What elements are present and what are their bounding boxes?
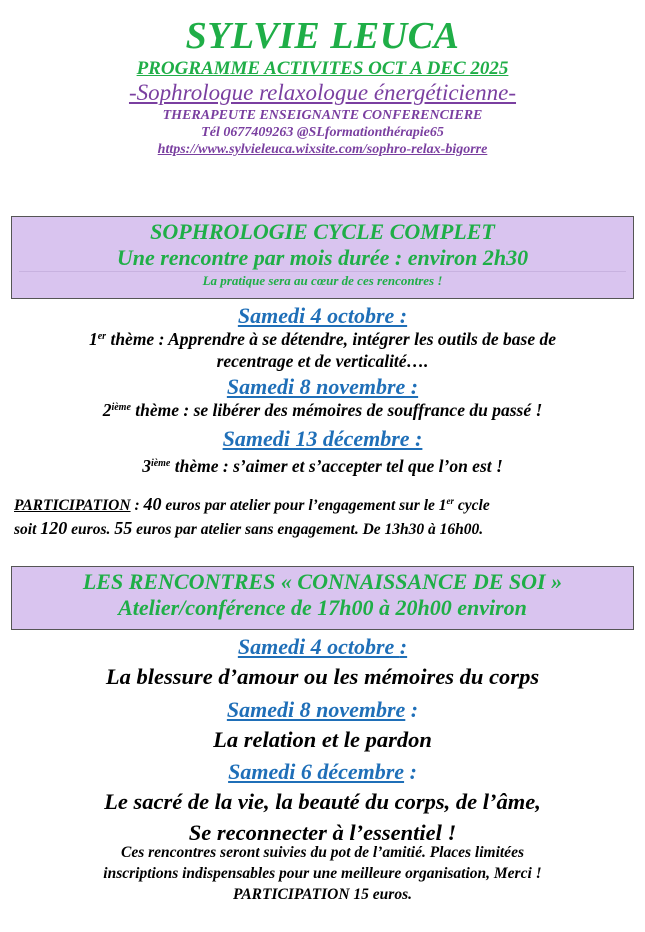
session-theme: 1er thème : Apprendre à se détendre, intégrer les outils de base de recentrage et de verticalité….	[88, 329, 557, 371]
section2-footer	[0, 842, 645, 905]
session-theme: 2ième thème : se libérer des mémoires de souffrance du passé !	[102, 400, 543, 420]
session-date: Samedi 8 novembre :	[226, 697, 419, 722]
section1-title: SOPHROLOGIE CYCLE COMPLET	[150, 219, 495, 244]
section1-sessions	[0, 303, 645, 477]
session-topic: Se reconnecter à l’essentiel !	[188, 820, 457, 845]
session-topic: La blessure d’amour ou les mémoires du corps	[105, 664, 540, 689]
author-name: SYLVIE LEUCA	[185, 15, 460, 57]
connaissance-header-box	[11, 566, 634, 630]
website-link[interactable]: https://www.sylvieleuca.wixsite.com/sophro-relax-bigorre	[157, 142, 488, 157]
section1-participation: PARTICIPATION : 40 euros par atelier pour l’engagement sur le 1er cycle soit 120 euros. 55 euros par atelier sans engagement. De 13h30 à 16h00.	[14, 494, 490, 538]
section1-subtitle: Une rencontre par mois durée : environ 2h30	[116, 245, 529, 270]
section2-subtitle: Atelier/conférence de 17h00 à 20h00 environ	[118, 595, 527, 620]
session-date: Samedi 8 novembre :	[226, 374, 419, 399]
section2-title: LES RENCONTRES « CONNAISSANCE DE SOI »	[82, 569, 563, 594]
sophrologie-header-box	[11, 216, 634, 299]
flyer-page	[0, 16, 645, 932]
footer-line: inscriptions indispensables pour une meilleure organisation, Merci !	[103, 865, 542, 882]
programme-title: PROGRAMME ACTIVITES OCT A DEC 2025	[136, 58, 509, 79]
role-subtitle: -Sophrologue relaxologue énergéticienne-	[128, 80, 517, 105]
footer-participation: PARTICIPATION 15 euros.	[233, 886, 412, 903]
section1-note: La pratique sera au cœur de ces rencontres !	[19, 271, 626, 290]
footer-line: Ces rencontres seront suivies du pot de l’amitié. Places limitées	[121, 844, 524, 861]
session-topic: Le sacré de la vie, la beauté du corps, de l’âme,	[104, 789, 541, 814]
session-topic: La relation et le pardon	[213, 727, 432, 752]
section2-sessions	[0, 634, 645, 847]
contact-line: Tél 0677409263 @SLformationthérapie65	[201, 125, 444, 140]
session-theme: 3ième thème : s’aimer et s’accepter tel que l’on est !	[142, 456, 503, 476]
session-date: Samedi 4 octobre :	[237, 303, 408, 328]
session-date: Samedi 6 décembre :	[228, 759, 417, 784]
session-date: Samedi 13 décembre :	[222, 426, 423, 451]
session-date: Samedi 4 octobre :	[237, 634, 408, 659]
professional-titles: THERAPEUTE ENSEIGNANTE CONFERENCIERE	[162, 108, 483, 123]
